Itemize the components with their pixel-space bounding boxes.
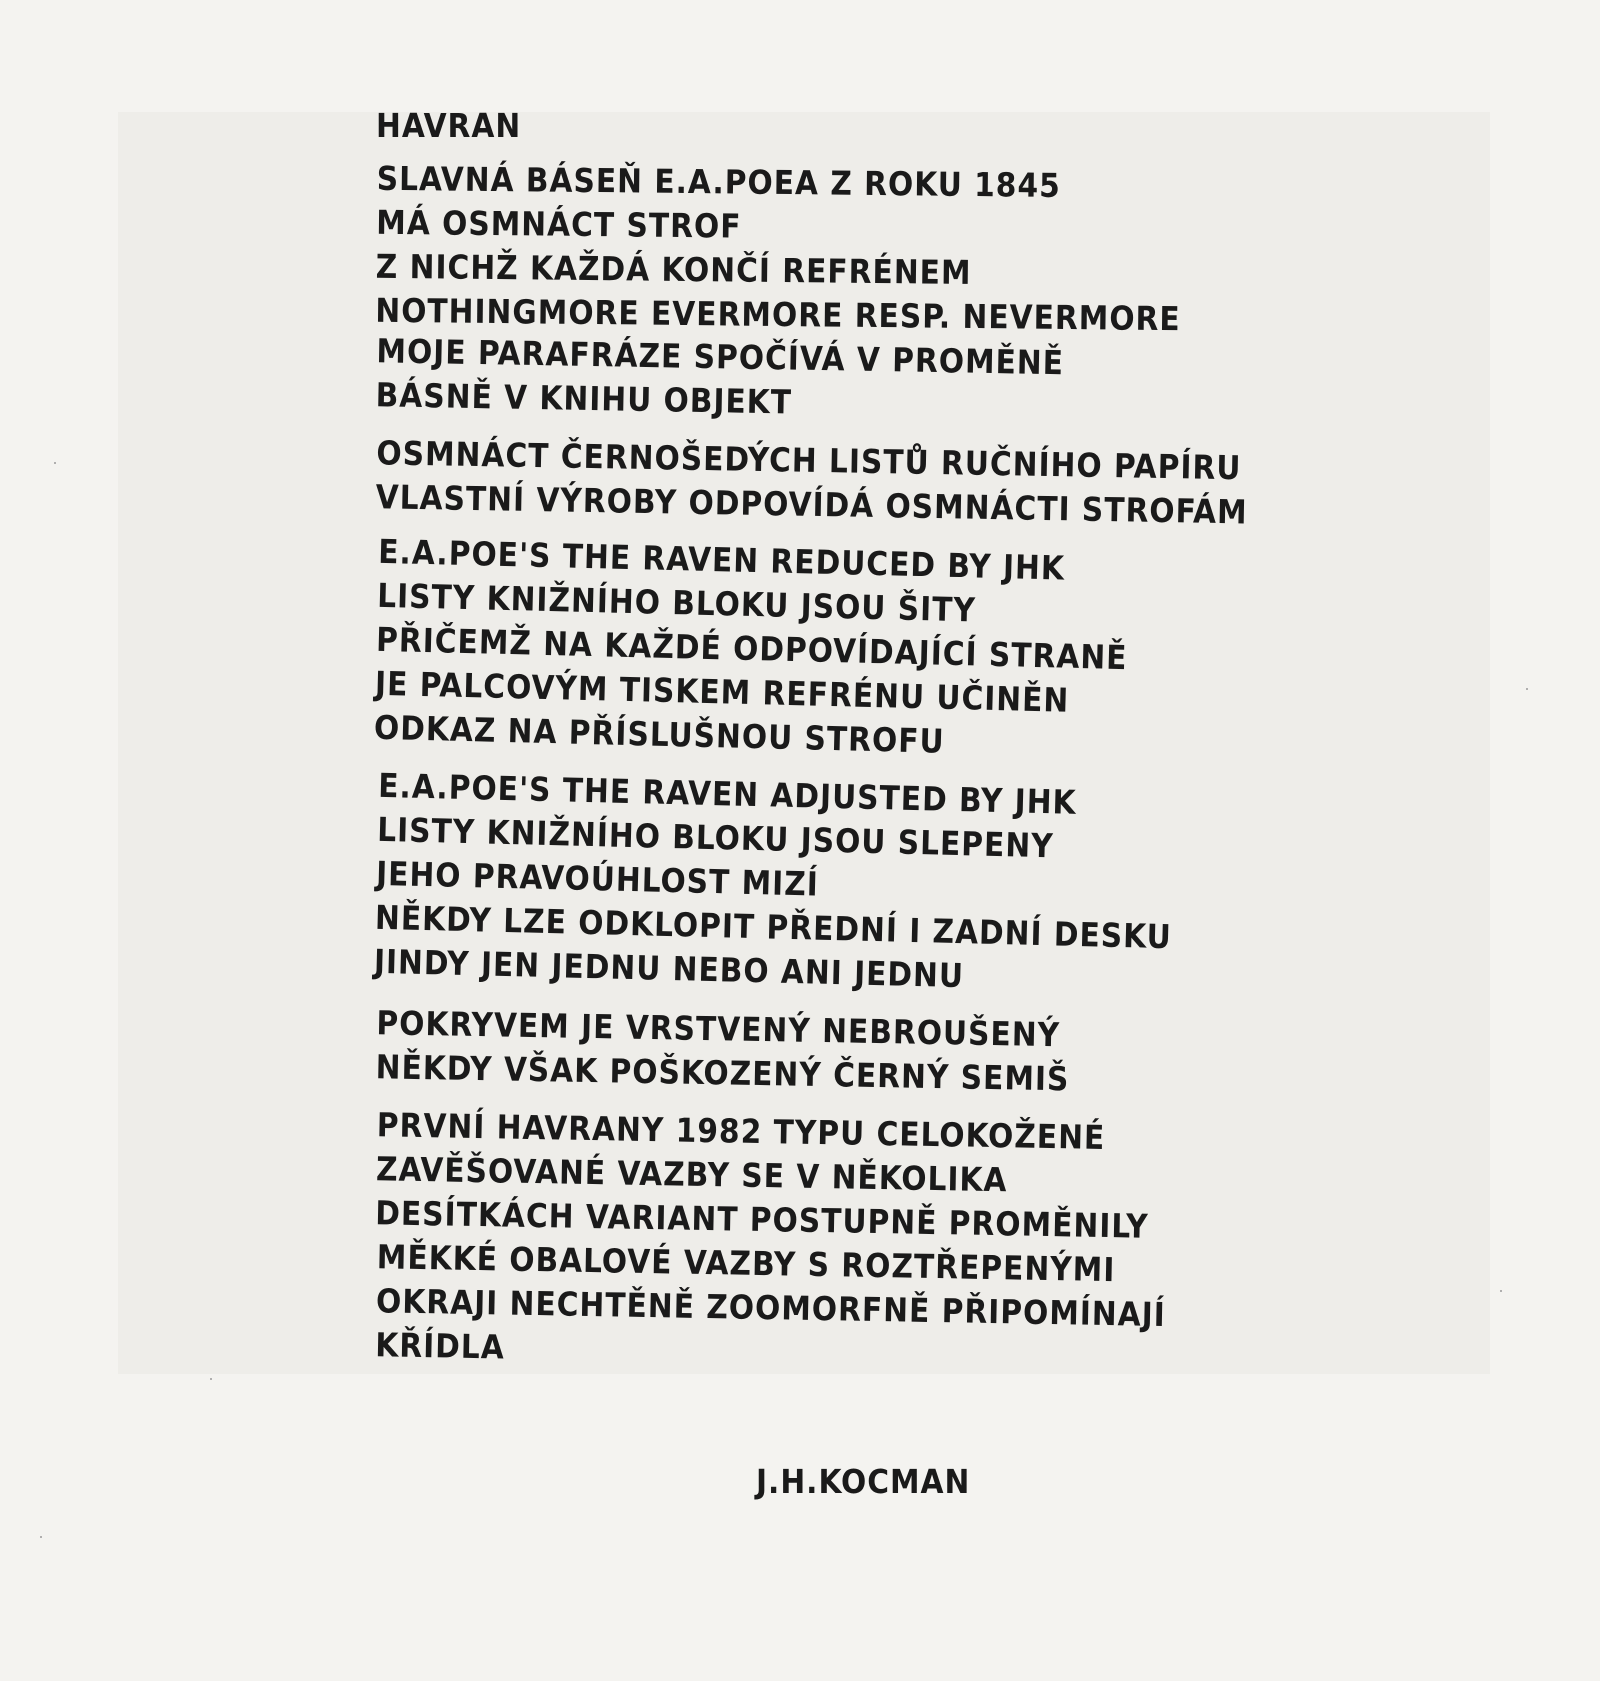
stanza-1 bbox=[375, 157, 1377, 343]
text-line: E.A.POE'S THE RAVEN REDUCED BY JHK bbox=[377, 531, 1066, 588]
text-line: KŘÍDLA bbox=[374, 1325, 506, 1367]
text-line: JE PALCOVÝM TISKEM REFRÉNU UČINĚN bbox=[374, 663, 1070, 720]
stanza-6 bbox=[375, 1001, 1376, 1106]
text-line: MĚKKÉ OBALOVÉ VAZBY S ROZTŘEPENÝMI bbox=[376, 1237, 1116, 1290]
text-line: NOTHINGMORE EVERMORE RESP. NEVERMORE bbox=[375, 290, 1181, 339]
text-line: JINDY JEN JEDNU NEBO ANI JEDNU bbox=[373, 941, 965, 996]
stanza-7 bbox=[375, 1103, 1377, 1252]
text-line: SLAVNÁ BÁSEŇ E.A.POEA Z ROKU 1845 bbox=[376, 158, 1061, 205]
text-line: ODKAZ NA PŘÍSLUŠNOU STROFU bbox=[373, 707, 946, 761]
text-line: Z NICHŽ KAŽDÁ KONČÍ REFRÉNEM bbox=[375, 246, 972, 293]
text-line: LISTY KNIŽNÍHO BLOKU JSOU ŠITY bbox=[376, 575, 977, 630]
paper-speck bbox=[1500, 1290, 1502, 1292]
text-line: E.A.POE'S THE RAVEN ADJUSTED BY JHK bbox=[377, 765, 1078, 822]
text-line: PRVNÍ HAVRANY 1982 TYPU CELOKOŽENÉ bbox=[376, 1105, 1106, 1157]
paper-speck bbox=[1526, 688, 1528, 690]
text-line: BÁSNĚ V KNIHU OBJEKT bbox=[375, 375, 793, 422]
text-line: VLASTNÍ VÝROBY ODPOVÍDÁ OSMNÁCTI STROFÁM bbox=[375, 477, 1248, 532]
stanza-5 bbox=[373, 764, 1378, 1008]
text-line: ZAVĚŠOVANÉ VAZBY SE V NĚKOLIKA bbox=[375, 1149, 1008, 1200]
stanza-2 bbox=[375, 329, 1376, 434]
text-line: LISTY KNIŽNÍHO BLOKU JSOU SLEPENY bbox=[376, 809, 1055, 866]
author-signature: J.H.KOCMAN bbox=[756, 1462, 971, 1501]
stanza-3 bbox=[375, 431, 1376, 536]
stanza-8 bbox=[375, 1235, 1377, 1384]
text-line: NĚKDY VŠAK POŠKOZENÝ ČERNÝ SEMIŠ bbox=[375, 1047, 1070, 1099]
paper-speck bbox=[54, 462, 56, 464]
paper-speck bbox=[210, 1378, 212, 1380]
text-line: PŘIČEMŽ NA KAŽDÉ ODPOVÍDAJÍCÍ STRANĚ bbox=[375, 619, 1128, 678]
text-line: POKRYVEM JE VRSTVENÝ NEBROUŠENÝ bbox=[376, 1003, 1061, 1055]
poem-text-block bbox=[373, 104, 1376, 1376]
text-line: NĚKDY LZE ODKLOPIT PŘEDNÍ I ZADNÍ DESKU bbox=[374, 897, 1173, 957]
text-line: DESÍTKÁCH VARIANT POSTUPNĚ PROMĚNILY bbox=[374, 1193, 1149, 1246]
text-line: OKRAJI NECHTĚNĚ ZOOMORFNĚ PŘIPOMÍNAJÍ bbox=[375, 1281, 1167, 1335]
paper-speck bbox=[40, 1536, 42, 1538]
text-line: MÁ OSMNÁCT STROF bbox=[376, 202, 742, 246]
text-line: JEHO PRAVOÚHLOST MIZÍ bbox=[375, 853, 820, 904]
text-line: MOJE PARAFRÁZE SPOČÍVÁ V PROMĚNĚ bbox=[376, 331, 1065, 383]
text-line: OSMNÁCT ČERNOŠEDÝCH LISTŮ RUČNÍHO PAPÍRU bbox=[376, 433, 1242, 488]
document-title: HAVRAN bbox=[376, 106, 522, 145]
stanza-4 bbox=[373, 530, 1378, 774]
